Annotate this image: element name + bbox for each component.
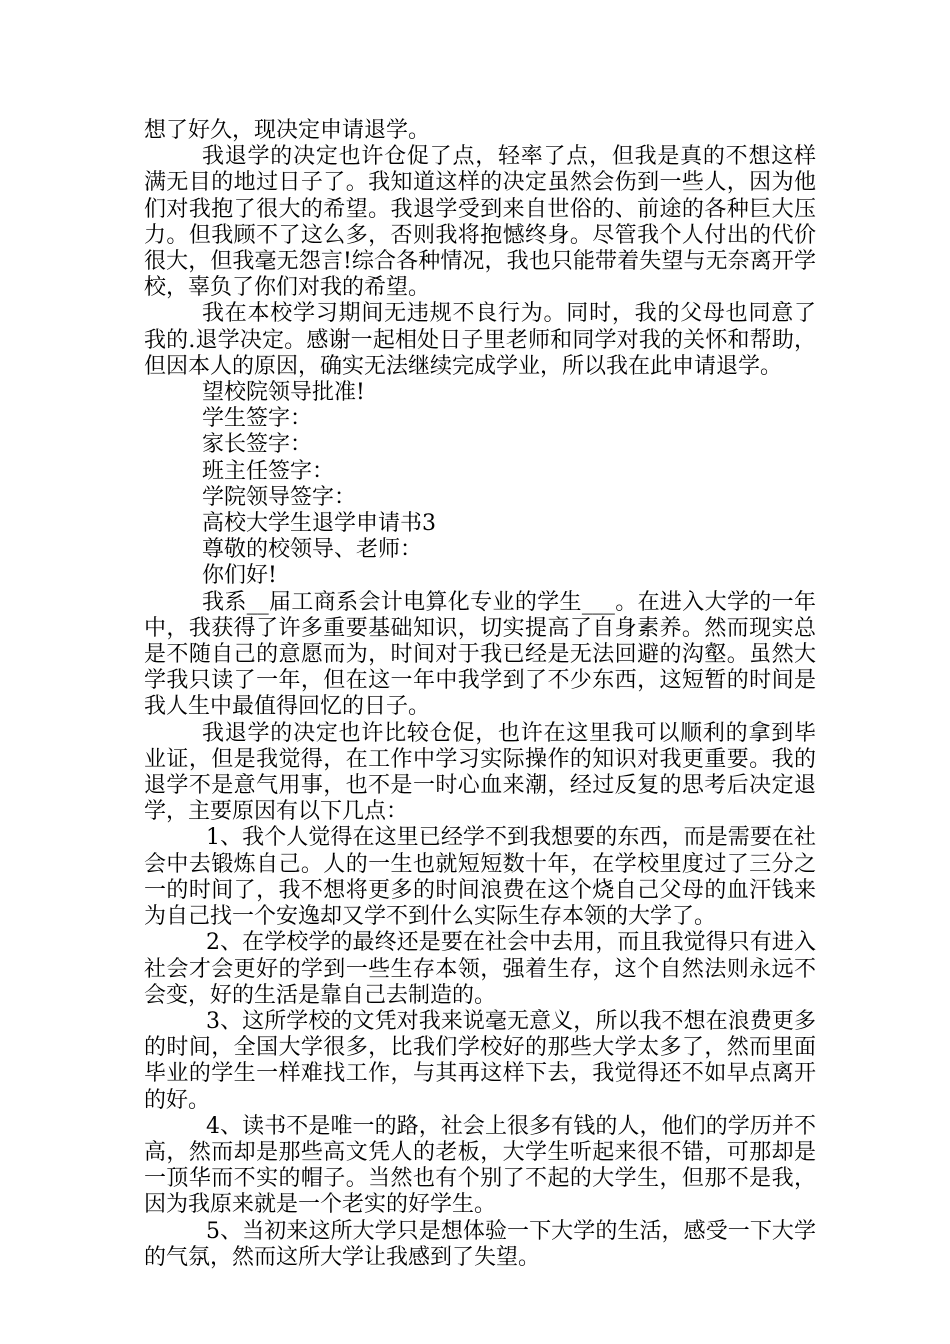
college-leader-signature-label: 学院领导签字： [202,484,357,510]
paragraph-reasons-intro: 我退学的决定也许比较仓促，也许在这里我可以顺利的拿到毕业证，但是我觉得，在工作中学习实际操作的知识对我更重要。我的退学不是意气用事，也不是一时心血来潮，经过反复的思考后决定退学，主要原因有以下几点： [144,720,816,825]
reason-item-4: 4、读书不是唯一的路，社会上很多有钱的人，他们的学历并不高，然而却是那些高文凭人的老板，大学生听起来很不错，可那却是一顶华而不实的帽子。当然也有个别了不起的大学生，但那不是我，因为我原来就是一个老实的好学生。 [144,1113,816,1218]
approval-request: 望校院领导批准! [202,380,365,406]
parent-signature-label: 家长签字： [202,432,313,458]
paragraph-opening-tail: 想了好久，现决定申请退学。 [144,118,431,143]
document-body [144,118,816,1271]
reason-item-5: 5、当初来这所大学只是想体验一下大学的生活，感受一下大学的气氛，然而这所大学让我感到了失望。 [144,1218,816,1270]
salutation: 尊敬的校领导、老师： [202,537,423,563]
class-teacher-signature-label: 班主任签字： [202,458,335,484]
reason-item-3: 3、这所学校的文凭对我来说毫无意义，所以我不想在浪费更多的时间，全国大学很多，比我们学校好的那些大学太多了，然而里面毕业的学生一样难找工作，与其再这样下去，我觉得还不如早点离开的好。 [144,1008,816,1113]
greeting: 你们好! [202,563,277,589]
reason-item-2: 2、在学校学的最终还是要在社会中去用，而且我觉得只有进入社会才会更好的学到一些生存本领，强着生存，这个自然法则永远不会变，好的生活是靠自己去制造的。 [144,930,816,1008]
reason-item-1: 1、我个人觉得在这里已经学不到我想要的东西，而是需要在社会中去锻炼自己。人的一生也就短短数十年，在学校里度过了三分之一的时间了，我不想将更多的时间浪费在这个烧自己父母的血汗钱来为自己找一个安逸却又学不到什么实际生存本领的大学了。 [144,825,816,930]
paragraph-conduct: 我在本校学习期间无违规不良行为。同时，我的父母也同意了我的.退学决定。感谢一起相处日子里老师和同学对我的关怀和帮助，但因本人的原因，确实无法继续完成学业，所以我在此申请退学。 [144,301,816,379]
paragraph-decision: 我退学的决定也许仓促了点，轻率了点，但我是真的不想这样满无目的地过日子了。我知道这样的决定虽然会伤到一些人，因为他们对我抱了很大的希望。我退学受到来自世俗的、前途的各种巨大压力。但我顾不了这么多，否则我将抱憾终身。尽管我个人付出的代价很大，但我毫无怨言!综合各种情况，我也只能带着失望与无奈离开学校，辜负了你们对我的希望。 [144,144,816,301]
section-title: 高校大学生退学申请书3 [202,511,436,537]
paragraph-introduction: 我系__届工商系会计电算化专业的学生___。在进入大学的一年中，我获得了许多重要基础知识，切实提高了自身素养。然而现实总是不随自己的意愿而为，时间对于我已经是无法回避的沟壑。虽然大学我只读了一年，但在这一年中我学到了不少东西，这短暂的时间是我人生中最值得回忆的日子。 [144,589,816,720]
student-signature-label: 学生签字： [202,406,313,432]
